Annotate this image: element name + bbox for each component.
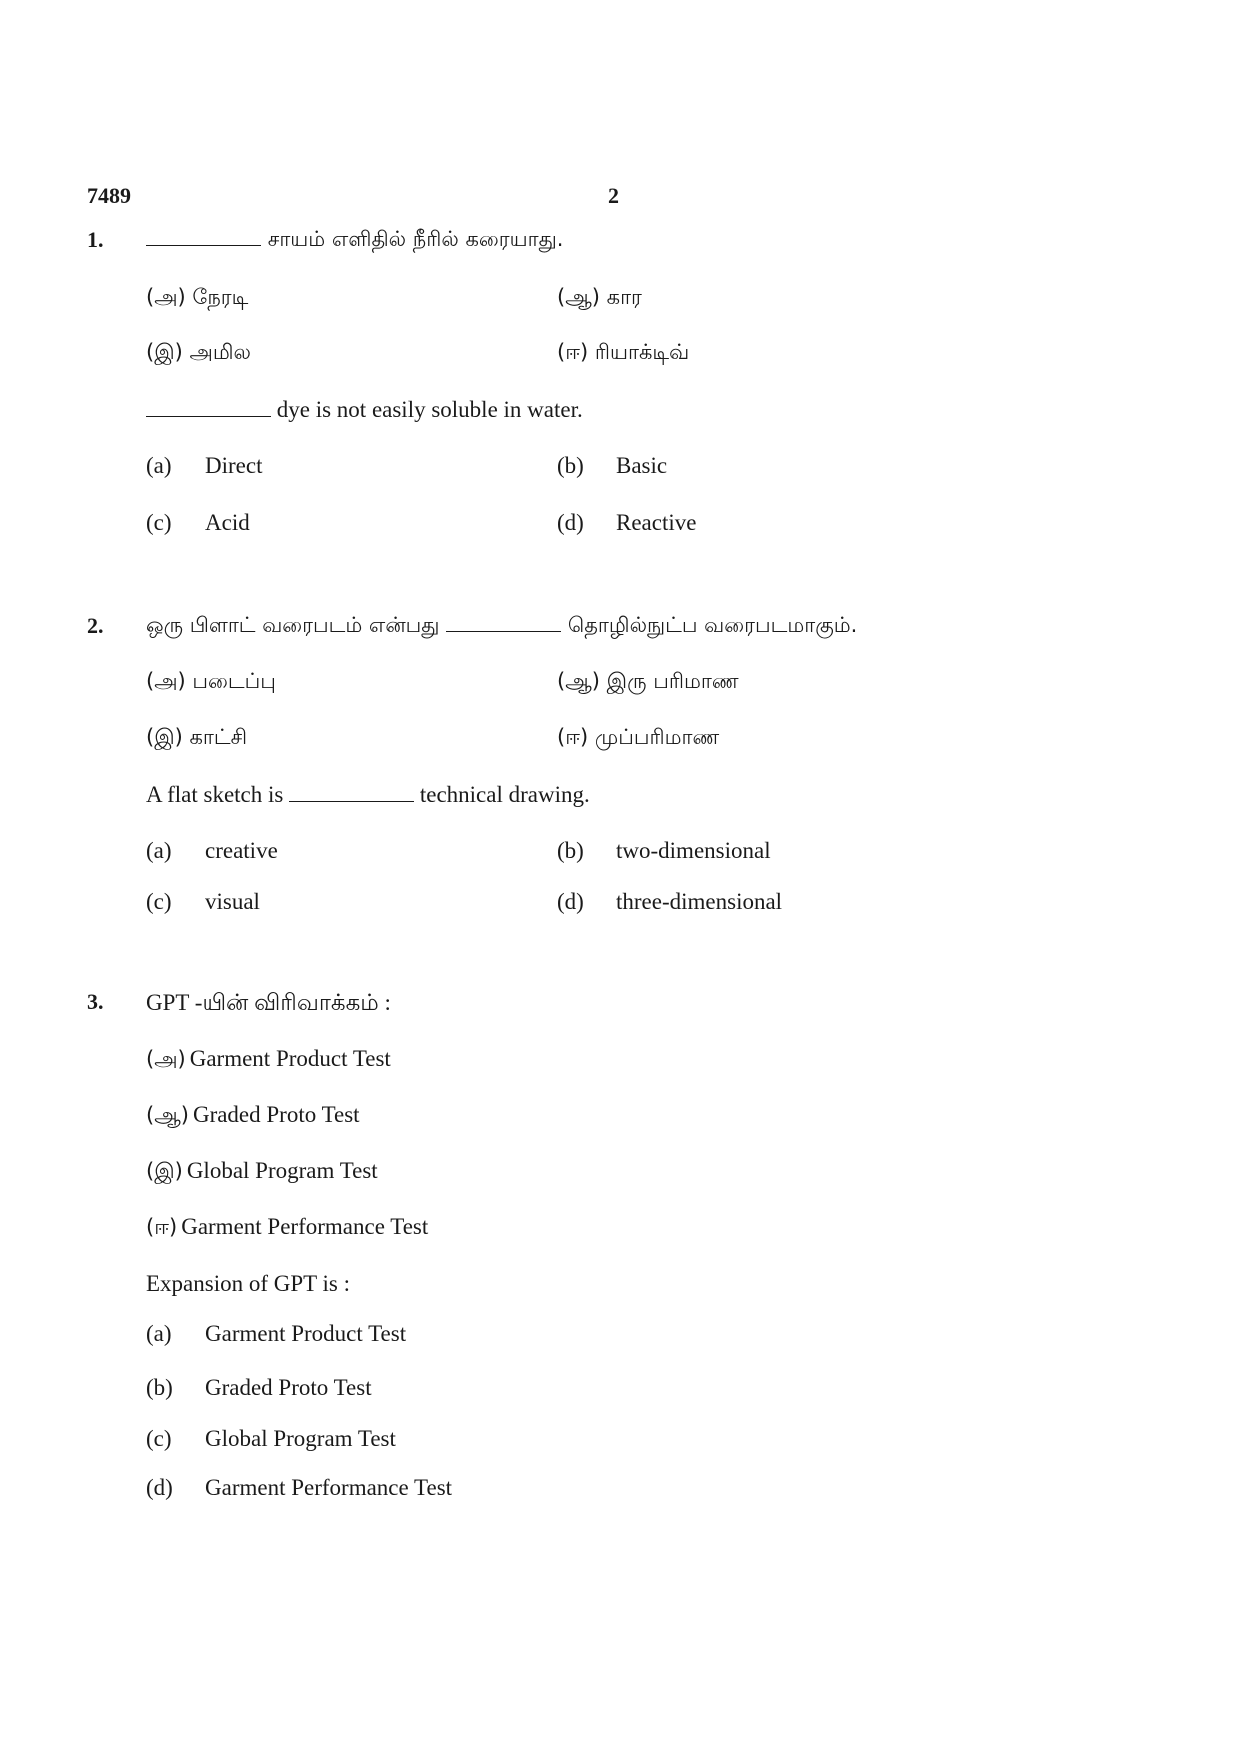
q2-tamil-option-b bbox=[557, 671, 739, 692]
option-text: ரியாக்டிவ் bbox=[594, 340, 690, 364]
q1-option-a-text: Direct bbox=[205, 453, 263, 478]
q3-option-a-text: Garment Product Test bbox=[205, 1321, 407, 1346]
q1-option-d-text: Reactive bbox=[616, 510, 697, 535]
q3-option-b-text: Graded Proto Test bbox=[205, 1375, 372, 1400]
stem-text: A flat sketch is bbox=[146, 782, 284, 807]
question-1-number: 1. bbox=[87, 227, 104, 252]
question-3-tamil-stem: GPT -யின் விரிவாக்கம் : bbox=[146, 990, 391, 1015]
stem-text: dye is not easily soluble in water. bbox=[276, 397, 583, 422]
answer-blank bbox=[146, 244, 261, 246]
q3-option-d-label: (d) bbox=[146, 1475, 173, 1500]
q1-option-c-label: (c) bbox=[146, 510, 172, 535]
answer-blank bbox=[289, 800, 414, 802]
q1-option-b-label: (b) bbox=[557, 453, 584, 478]
option-text: Garment Performance Test bbox=[181, 1214, 429, 1239]
q2-option-c-text: visual bbox=[205, 889, 260, 914]
q1-tamil-option-b bbox=[557, 287, 642, 308]
option-label: (அ) bbox=[146, 285, 186, 309]
answer-blank bbox=[446, 630, 561, 632]
q1-tamil-option-d bbox=[557, 342, 689, 363]
option-label: (இ) bbox=[146, 1159, 183, 1183]
stem-text: சாயம் எளிதில் நீரில் கரையாது. bbox=[267, 227, 564, 251]
option-label: (இ) bbox=[146, 725, 183, 749]
page-number: 2 bbox=[608, 183, 619, 208]
stem-text: தொழில்நுட்ப வரைபடமாகும். bbox=[567, 613, 858, 637]
stem-text: ஒரு பிளாட் வரைபடம் என்பது bbox=[146, 613, 440, 637]
option-label: (ஈ) bbox=[557, 725, 589, 749]
question-2-tamil-stem bbox=[146, 615, 857, 636]
q3-option-b-label: (b) bbox=[146, 1375, 173, 1400]
q3-tamil-option-c bbox=[146, 1159, 378, 1182]
q2-option-d-text: three-dimensional bbox=[616, 889, 783, 914]
option-label: (இ) bbox=[146, 340, 183, 364]
option-label: (ஈ) bbox=[557, 340, 589, 364]
option-text: கார bbox=[606, 285, 642, 309]
q2-option-c-label: (c) bbox=[146, 889, 172, 914]
option-text: காட்சி bbox=[189, 725, 248, 749]
option-text: Garment Product Test bbox=[189, 1046, 391, 1071]
q1-option-d-label: (d) bbox=[557, 510, 584, 535]
q2-option-b-label: (b) bbox=[557, 838, 584, 863]
q3-option-a-label: (a) bbox=[146, 1321, 172, 1346]
q1-tamil-option-a bbox=[146, 287, 248, 308]
q2-tamil-option-c bbox=[146, 727, 247, 748]
q2-option-d-label: (d) bbox=[557, 889, 584, 914]
option-text: இரு பரிமாண bbox=[606, 669, 739, 693]
q3-option-c-text: Global Program Test bbox=[205, 1426, 396, 1451]
question-2-number: 2. bbox=[87, 613, 104, 638]
q3-tamil-option-b bbox=[146, 1103, 360, 1126]
question-2-english-stem bbox=[146, 783, 590, 806]
option-text: Graded Proto Test bbox=[192, 1102, 360, 1127]
q2-option-a-label: (a) bbox=[146, 838, 172, 863]
q1-tamil-option-c bbox=[146, 342, 251, 363]
q1-option-a-label: (a) bbox=[146, 453, 172, 478]
option-text: Global Program Test bbox=[186, 1158, 378, 1183]
q1-option-b-text: Basic bbox=[616, 453, 668, 478]
q2-tamil-option-a bbox=[146, 671, 276, 692]
option-text: நேரடி bbox=[192, 285, 249, 309]
question-1-tamil-stem bbox=[146, 229, 563, 250]
option-label: (ஆ) bbox=[557, 285, 600, 309]
option-label: (அ) bbox=[146, 1047, 186, 1071]
q2-tamil-option-d bbox=[557, 727, 719, 748]
option-label: (ஈ) bbox=[146, 1215, 178, 1239]
q2-option-a-text: creative bbox=[205, 838, 278, 863]
option-label: (ஆ) bbox=[146, 1103, 189, 1127]
q3-tamil-option-d bbox=[146, 1215, 428, 1238]
option-text: படைப்பு bbox=[192, 669, 276, 693]
stem-text: technical drawing. bbox=[419, 782, 590, 807]
question-3-english-stem: Expansion of GPT is : bbox=[146, 1271, 351, 1296]
question-1-english-stem bbox=[146, 398, 583, 421]
q3-option-d-text: Garment Performance Test bbox=[205, 1475, 453, 1500]
option-text: முப்பரிமாண bbox=[594, 725, 720, 749]
question-3-number: 3. bbox=[87, 989, 104, 1014]
q2-option-b-text: two-dimensional bbox=[616, 838, 771, 863]
option-text: அமில bbox=[189, 340, 251, 364]
q3-option-c-label: (c) bbox=[146, 1426, 172, 1451]
q1-option-c-text: Acid bbox=[205, 510, 250, 535]
option-label: (ஆ) bbox=[557, 669, 600, 693]
option-label: (அ) bbox=[146, 669, 186, 693]
q3-tamil-option-a bbox=[146, 1047, 391, 1070]
paper-code: 7489 bbox=[87, 183, 131, 208]
answer-blank bbox=[146, 415, 271, 417]
